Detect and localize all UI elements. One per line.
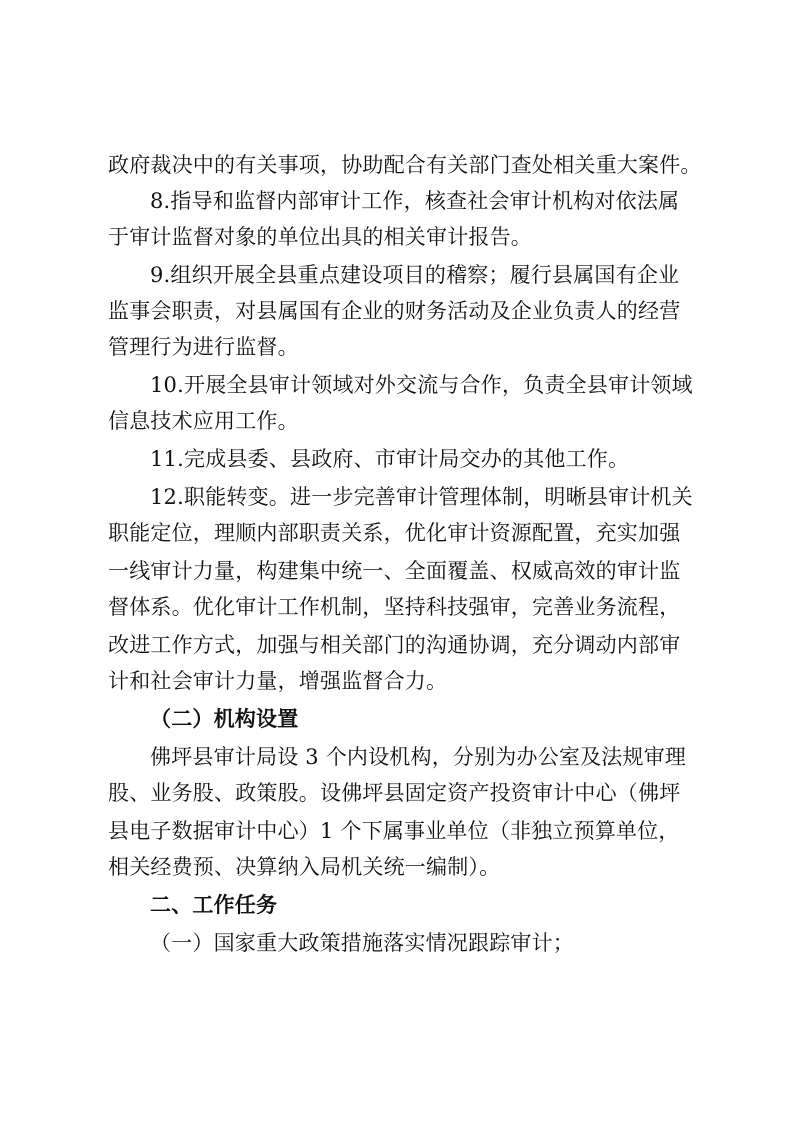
section-heading: （二）机构设置 (150, 707, 299, 731)
paragraph-line: 11.完成县委、县政府、市审计局交办的其他工作。 (150, 447, 630, 471)
section-heading: 二、工作任务 (150, 893, 278, 917)
paragraph-line: 职能定位，理顺内部职责关系，优化审计资源配置，充实加强 (108, 521, 681, 545)
paragraph-line: 政府裁决中的有关事项，协助配合有关部门查处相关重大案件。 (108, 153, 702, 177)
paragraph-line: 县电子数据审计中心）1 个下属事业单位（非独立预算单位， (108, 819, 680, 843)
paragraph-line: 改进工作方式，加强与相关部门的沟通协调，充分调动内部审 (108, 633, 681, 657)
paragraph-line: 10.开展全县审计领域对外交流与合作，负责全县审计领域 (150, 373, 693, 397)
paragraph-line: 佛坪县审计局设 3 个内设机构，分别为办公室及法规审理 (150, 745, 687, 769)
paragraph-line: 于审计监督对象的单位出具的相关审计报告。 (108, 225, 532, 249)
paragraph-line: 8.指导和监督内部审计工作，核查社会审计机构对依法属 (150, 189, 680, 213)
paragraph-line: 相关经费预、决算纳入局机关统一编制）。 (108, 855, 501, 879)
paragraph-line: 信息技术应用工作。 (108, 409, 299, 433)
paragraph-line: 9.组织开展全县重点建设项目的稽察；履行县属国有企业 (150, 263, 680, 287)
paragraph-line: 12.职能转变。进一步完善审计管理体制，明晰县审计机关 (150, 485, 693, 509)
paragraph-line: 一线审计力量，构建集中统一、全面覆盖、权威高效的审计监 (108, 559, 681, 583)
paragraph-line: 管理行为进行监督。 (108, 335, 299, 359)
paragraph-line: 股、业务股、政策股。设佛坪县固定资产投资审计中心（佛坪 (108, 781, 681, 805)
paragraph-line: （一）国家重大政策措施落实情况跟踪审计； (150, 931, 574, 955)
paragraph-line: 计和社会审计力量，增强监督合力。 (108, 669, 448, 693)
paragraph-line: 监事会职责，对县属国有企业的财务活动及企业负责人的经营 (108, 299, 681, 323)
paragraph-line: 督体系。优化审计工作机制，坚持科技强审，完善业务流程， (108, 595, 681, 619)
